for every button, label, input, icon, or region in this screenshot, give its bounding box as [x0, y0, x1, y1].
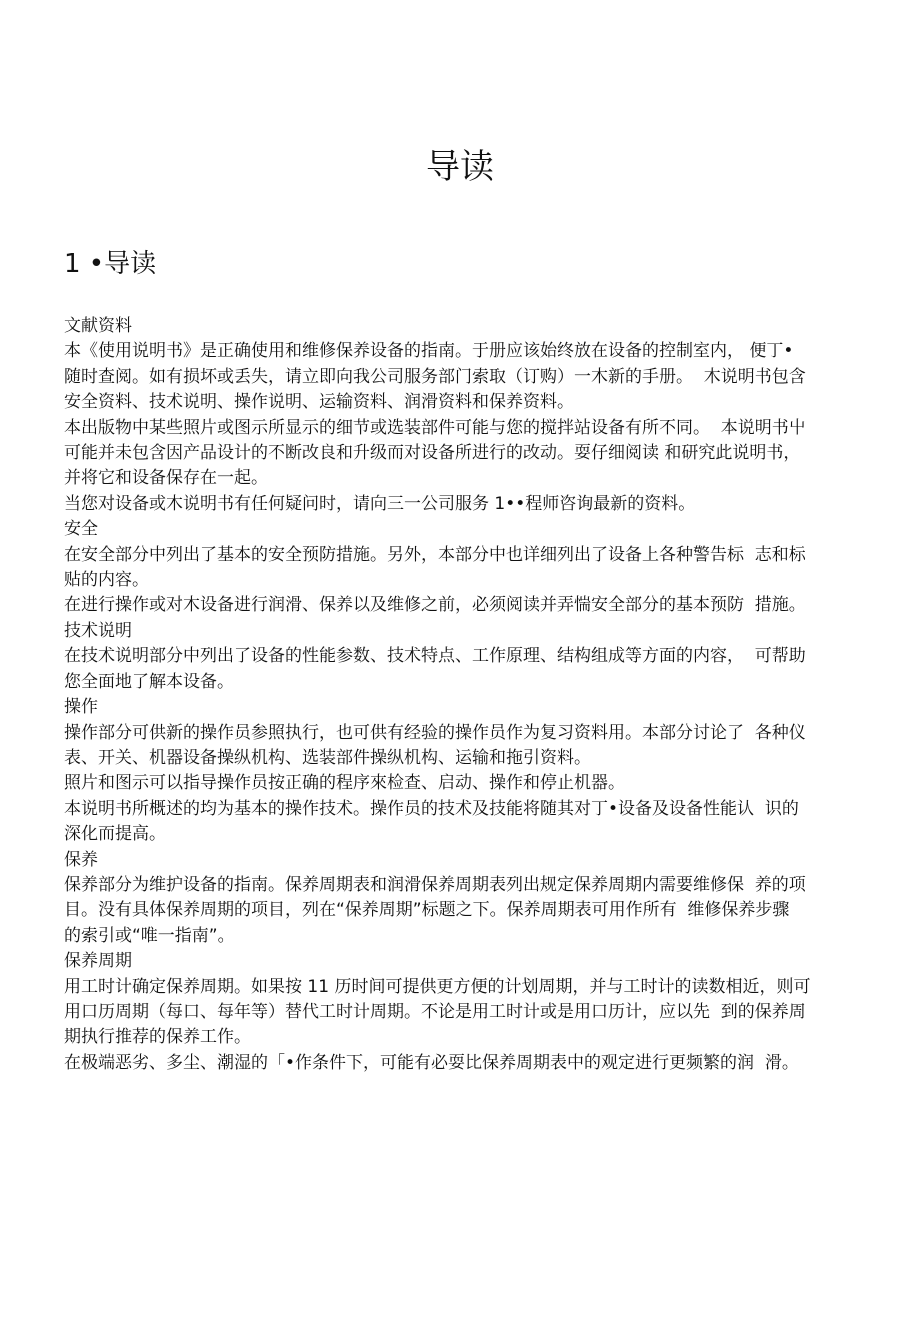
text-line: 安全资料、技术说明、操作说明、运输资料、润滑资料和保养资料。 — [64, 392, 574, 413]
text-line: 用口历周期（每口、每年等）替代工时计周期。不论是用工时计或是用口历计，应以先 到的保养周 — [64, 1001, 806, 1022]
text-line: 操作 — [64, 697, 98, 718]
text-line: 本出版物中某些照片或图示所显示的细节或选装部件可能与您的搅拌站设备有所不同。 本说明书屮 — [64, 417, 806, 438]
section-heading: 1 •导读 — [64, 249, 157, 279]
text-line: 照片和图示可以指导操作员按正确的程序來检查、启动、操作和停止机器。 — [64, 773, 625, 794]
text-line: 可能并未包含因产品设计的不断改良和升级而对设备所进行的改动。耍仔细阅读 和研究此说明书， — [64, 443, 801, 464]
text-line: 本《使用说明书》是正确使用和维修保养设备的指南。于册应该始终放在设备的控制室内， 便丁• — [64, 341, 794, 362]
text-line: 在安全部分中列出了基本的安全预防措施。另外，本部分中也详细列出了设备上各种警告标 志和标 — [64, 544, 806, 565]
text-line: 贴的内容。 — [64, 570, 149, 591]
text-line: 当您对设备或木说明书有任何疑问时，请向三一公司服务 1••程师咨询最新的资料。 — [64, 493, 696, 514]
text-line: 目。没有具体保养周期的项目，列在“保养周期”标题之下。保养周期表可用作所有 维修保养步骤 — [64, 900, 790, 921]
text-line: 表、开关、机器设备操纵机构、选装部件操纵机构、运输和拖引资料。 — [64, 747, 591, 768]
text-line: 在进行操作或对木设备进行润滑、保养以及维修之前，必须阅读并弄惴安全部分的基本预防 措施。 — [64, 595, 806, 616]
text-line: 用工时计确定保养周期。如果按 11 历时间可提供更方便的计划周期，并与工时计的读数相近，则可 — [64, 976, 811, 997]
text-line: 保养周期 — [64, 951, 132, 972]
body-text — [64, 314, 846, 1076]
text-line: 您全面地了解本设备。 — [64, 671, 234, 692]
text-line: 期执行推荐的保养工作。 — [64, 1027, 251, 1048]
text-line: 保养 — [64, 849, 98, 870]
text-line: 的索引或“唯一指南”。 — [64, 925, 235, 946]
text-line: 并将它和设备保存在一起。 — [64, 468, 268, 489]
text-line: 操作部分可供新的操作员参照执行，也可供有经验的操作员作为复习资料用。本部分讨论了 各种仪 — [64, 722, 806, 743]
text-line: 文献资料 — [64, 316, 132, 336]
text-line: 深化而提高。 — [64, 824, 166, 845]
text-line: 在极端恶劣、多尘、潮湿的「•作条件下，可能有必耍比保养周期表中的观定进行更频繁的润 滑。 — [64, 1052, 799, 1073]
page-title: 导读 — [426, 147, 494, 187]
text-line: 技术说明 — [64, 620, 132, 641]
text-line: 本说明书所概述的均为基本的操作技术。操作员的技术及技能将随其对丁•设备及设备性能认 识的 — [64, 798, 799, 819]
text-line: 安全 — [64, 519, 98, 540]
text-line: 随时查阅。如有损坏或丢失，请立即向我公司服务部门索取（订购）一木新的手册。 木说明书包含 — [64, 366, 806, 387]
text-line: 在技术说明部分中列出了设备的性能参数、技术特点、工作原理、结构组成等方面的内容， 可帮助 — [64, 646, 806, 667]
text-line: 保养部分为维护设备的指南。保养周期表和润滑保养周期表列出规定保养周期内需要维修保 养的项 — [64, 874, 806, 895]
